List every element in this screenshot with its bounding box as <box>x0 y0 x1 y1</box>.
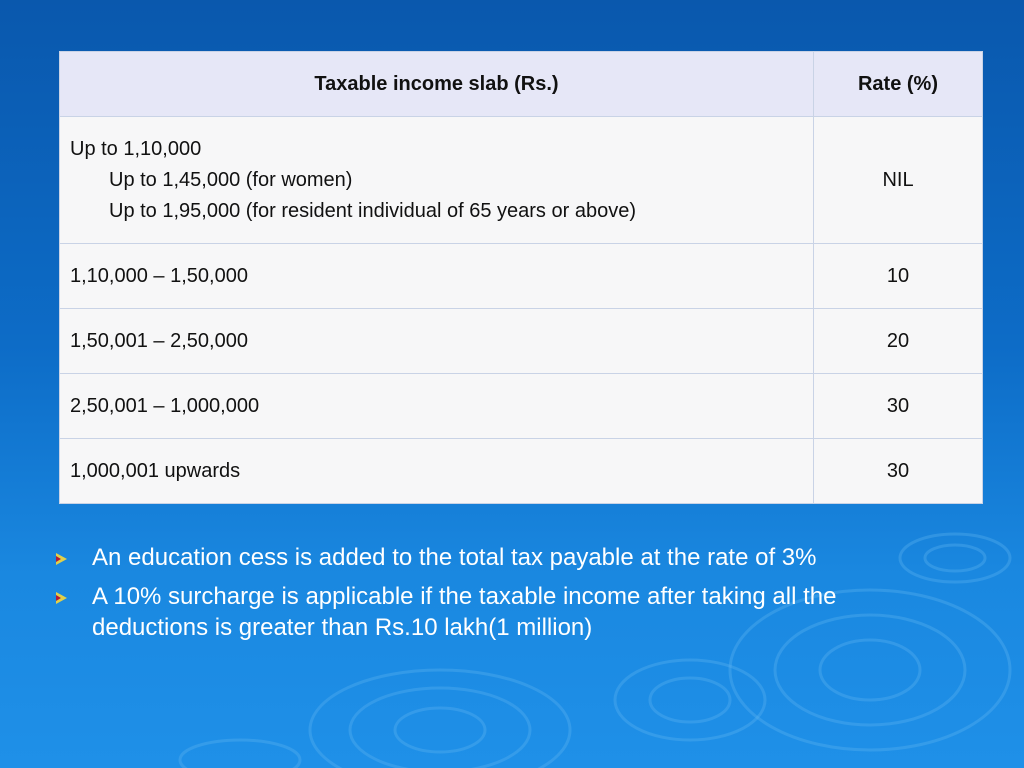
rate-cell: 20 <box>814 309 983 374</box>
slab-cell: 2,50,001 – 1,000,000 <box>60 374 814 439</box>
slab-line: Up to 1,45,000 (for women) <box>109 168 353 191</box>
arrow-bullet-icon <box>56 553 67 565</box>
header-rate: Rate (%) <box>814 52 983 117</box>
rate-cell: 30 <box>814 374 983 439</box>
tax-slab-table <box>59 51 983 504</box>
table-row <box>60 244 983 309</box>
arrow-bullet-icon <box>56 592 67 604</box>
slab-cell: 1,50,001 – 2,50,000 <box>60 309 814 374</box>
slab-cell: 1,000,001 upwards <box>60 439 814 504</box>
slab-cell <box>60 117 814 244</box>
rate-cell: 30 <box>814 439 983 504</box>
note-text: A 10% surcharge is applicable if the taxable income after taking all the deductions is greater than Rs.10 lakh(1 million) <box>92 583 837 641</box>
table-row <box>60 374 983 439</box>
notes-list <box>56 542 956 651</box>
table-row <box>60 309 983 374</box>
table-row <box>60 117 983 244</box>
slab-line: Up to 1,10,000 <box>70 137 202 160</box>
slab-line: Up to 1,95,000 (for resident individual of 65 years or above) <box>109 199 636 222</box>
rate-cell: NIL <box>814 117 983 244</box>
rate-cell: 10 <box>814 244 983 309</box>
slab-cell: 1,10,000 – 1,50,000 <box>60 244 814 309</box>
table-header-row <box>60 52 983 117</box>
table-row <box>60 439 983 504</box>
note-text: An education cess is added to the total tax payable at the rate of 3% <box>92 544 817 571</box>
header-slab: Taxable income slab (Rs.) <box>60 52 814 117</box>
note-item <box>56 581 956 643</box>
note-item <box>56 542 956 573</box>
